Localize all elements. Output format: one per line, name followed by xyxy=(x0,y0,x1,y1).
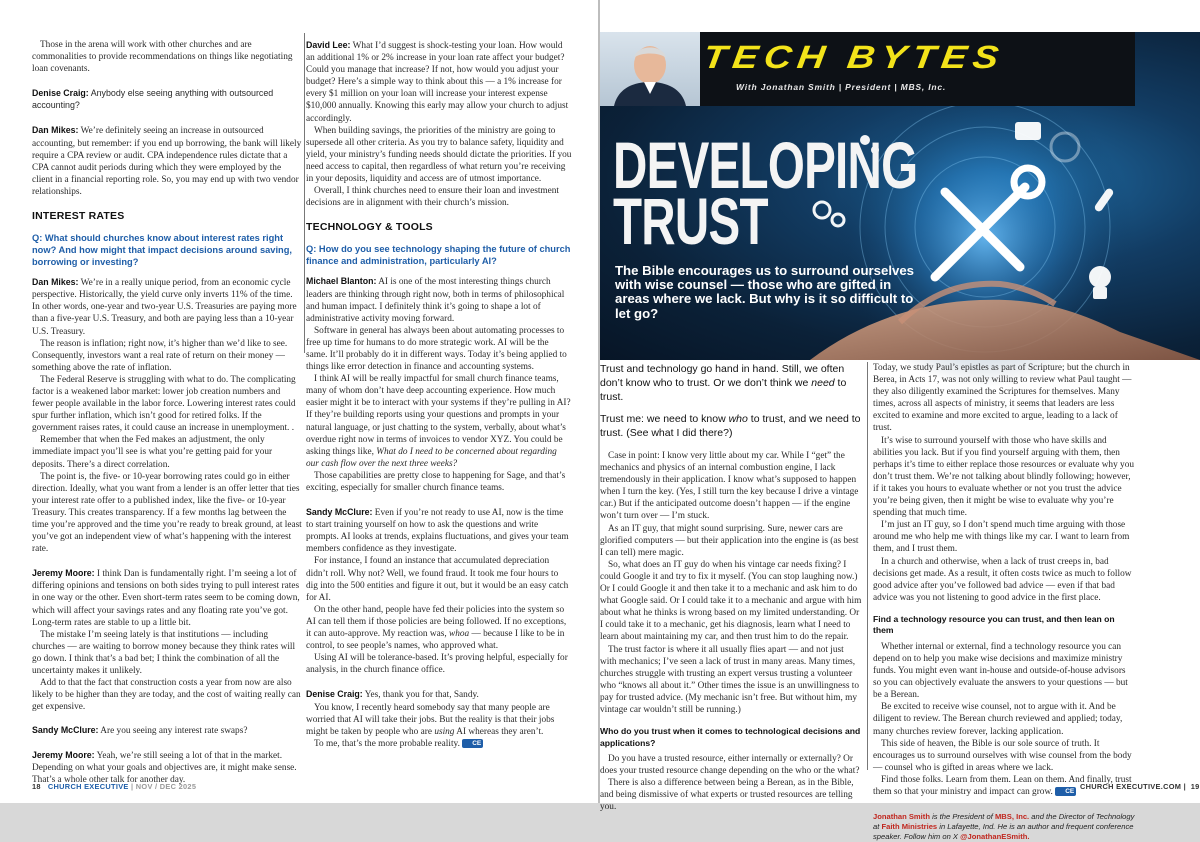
paragraph: Today, we study Paul’s epistles as part of Scripture; but the church in Berea, in Acts 17, was not only willing to review what Paul taught — they also diligently examined the Scriptures for themselves. Many times, across all aspects of ministry, it seems that leaders are less excited to examine and more excited to argue, leading to a lack of trust. xyxy=(873,363,1132,434)
author-photo xyxy=(600,32,700,106)
paragraph-text: What I’d suggest is shock-testing your loan. How would an additional 1% or 2% increase in your loan rate affect your budget? Could you manage that increase? If not, how would you adjust your budget? Here’s a simple way to think about this — a 1% increase for every $1 million on your loan will increase your interest expense $10,000 annually. Knowing this early may allow your church to adjust accordingly. xyxy=(306,41,569,124)
lede-paragraph xyxy=(600,412,862,440)
paragraph: Those capabilities are pretty close to happening for Sage, and that’s exciting, especially for smaller church finance teams. xyxy=(306,470,566,493)
paragraph xyxy=(306,39,572,125)
bio-name: Jonathan Smith xyxy=(873,812,930,822)
paragraph xyxy=(32,124,302,198)
paragraph: Do you have a trusted resource, either internally or externally? Or does your trusted resource change depending on the who or the what? xyxy=(600,754,860,777)
column-divider xyxy=(867,362,868,770)
paragraph-text: Are you seeing any interest rate swaps? xyxy=(98,726,248,737)
paragraph: For instance, I found an instance that accumulated depreciation didn’t roll. Why not? Well, we found fraud. It took me four hours to dig into the 500 entities and figure it out, but it would be an easy catch for AI. xyxy=(306,556,569,603)
right-footer xyxy=(1080,782,1200,791)
left-footer xyxy=(32,782,196,791)
bio-church: Faith Ministries xyxy=(881,822,938,832)
paragraph-text: Yeah, we’re still seeing a lot of that in the market. Depending on what your goals and objectives are, it might make sense. That’s a whole other talk for another day. xyxy=(32,750,297,785)
magazine-brand: CHURCH EXECUTIVE xyxy=(47,782,129,791)
section-heading: TECHNOLOGY & TOOLS xyxy=(306,221,433,234)
headline-line-1: DEVELOPING xyxy=(613,128,918,202)
page-number: 19 xyxy=(1190,782,1200,791)
paragraph-text: On the other hand, people have fed their policies into the system so AI can tell them if those policies are being followed. If no exceptions, it can auto-approve. My reaction was, xyxy=(306,604,567,640)
paragraph-text: Even if you’re not ready to use AI, now is the time to start training yourself on how to ask the questions and write prompts. AI looks at trends, explains fluctuations, and gives your team members confidence as they investigate. xyxy=(306,508,569,555)
paragraph: Those in the arena will work with other churches and are commonalities to provide recommendations on things like negotiating loan covenants. xyxy=(32,40,293,75)
paragraph: Remember that when the Fed makes an adjustment, the only immediate impact you’ll see is what you’re getting paid for your deposits. There’s a direct correlation. xyxy=(32,435,273,470)
lede-text: to trust, and we need to trust. (See what I did there?) xyxy=(600,413,861,439)
paragraph: There is also a difference between being a Berean, as in the Bible, and being dismissive of what experts or trusted resources are telling you. xyxy=(600,778,854,813)
paragraph: In a church and otherwise, when a lack of trust creeps in, bad decisions get made. As a result, it often costs twice as much to follow good advice after you’ve followed bad advice — even if that bad advice was you not listening to good advice in the first place. xyxy=(873,556,1132,603)
end-mark-icon: CE xyxy=(462,739,483,748)
lede-paragraph xyxy=(600,362,862,404)
speaker-name: Sandy McClure: xyxy=(306,507,373,518)
magazine-website[interactable]: CHURCH EXECUTIVE.COM | xyxy=(1080,782,1186,791)
paragraph: The mistake I’m seeing lately is that institutions — including churches — are waiting to borrow money because they think rates will go down. I think that’s a bad bet; I think the combination of all the uncertainty makes it unlikely. xyxy=(32,629,296,677)
paragraph xyxy=(32,724,302,737)
left-column-2 xyxy=(306,39,572,750)
paragraph: Software in general has always been about automating processes to free up time for humans to do more strategic work. AI will be the same. It’ll probably do it in different ways. Today it’s being applied to things like error detection in finance and accounting systems. xyxy=(306,325,567,373)
paragraph-text: We’re in a really unique period, from an economic cycle perspective. Historically, the yield curve only inverts 11% of the time. In other words, one-year and two-year U.S. Treasuries are paying more than a five-year U.S. Treasury, and both are paying less than a 10-year U.S. Treasury. xyxy=(32,278,297,337)
paragraph xyxy=(32,567,302,628)
right-page xyxy=(600,0,1200,842)
speaker-name: Jeremy Moore: xyxy=(32,568,95,579)
speaker-name: Denise Craig: xyxy=(306,689,363,700)
question: Q: What should churches know about interest rates right now? And how might that impact decisions around saving, borrowing or investing? xyxy=(32,233,292,268)
speaker-name: Denise Craig: xyxy=(32,88,89,99)
paragraph: The trust factor is where it all usually flies apart — and not just with mechanics; I’ve seen a lack of trust in many areas. Many times, churches struggle with trusting an expert versus trusting a volunteer who “knows all about it.” Other times the issue is an unwillingness to pay for trusted advice. (My mechanic isn’t free. But without him, my vintage car wouldn’t still be running.) xyxy=(600,644,859,715)
paragraph-text: I think Dan is fundamentally right. I’m seeing a lot of differing opinions and tensions on both sides trying to pull interest rates in one way or the other. Even short-term rates seem to be coming down, which will affect your savings rates and any floating rate you’ve got. Long-term rates are stable to up a little bit. xyxy=(32,569,300,628)
paragraph: I’m just an IT guy, so I don’t spend much time arguing with those around me who help me with things like my car. I want to learn from them, and I trust them. xyxy=(873,520,1130,555)
page-number: 18 xyxy=(32,782,41,791)
right-column-1 xyxy=(600,362,862,814)
bio-text: in Lafayette, Ind. He is an author and frequent conference speaker. Follow him on X xyxy=(873,822,1134,842)
paragraph: As an IT guy, that might sound surprising. Sure, newer cars are glorified computers — but their application into the engine is (as best I can tell) mere magic. xyxy=(600,523,859,558)
issue-date: | NOV / DEC 2025 xyxy=(131,782,197,791)
author-bio xyxy=(873,812,1135,842)
paragraph xyxy=(306,506,572,555)
paragraph-text: Find those folks. Learn from them. Lean on them. And finally, trust them so that your ministry and impact can grow. xyxy=(873,774,1132,797)
column-banner xyxy=(600,32,1135,106)
paragraph: Using AI will be tolerance-based. It’s proving helpful, especially for analysis, in the church finance office. xyxy=(306,653,568,676)
paragraph-text: I think AI will be really impactful for small church finance teams, many of whom don’t have deep accounting experience. How much easier might it be to interact with your systems if they’re pulling in AI? If they’re building reports using your questions and prompts in your natural language, or just chatting to the system, verbally, about what’s overdue right now in terms of invoices to vendor XYZ. You could be asking things like, xyxy=(306,374,571,457)
end-mark-icon: CE xyxy=(1055,787,1076,796)
speaker-name: David Lee: xyxy=(306,40,351,50)
bio-text: is the President of xyxy=(929,812,995,822)
paragraph: Case in point: I know very little about my car. While I “get” the mechanics and physics of an internal combustion engine, I lack tremendously in their application. I know what’s supposed to happen when I turn the key. (Yes, I still turn the key because I drive a vintage car.) But if the anticipated outcome doesn’t happen — if the engine won’t turn over — I’m stuck. xyxy=(600,451,859,522)
lede-text: to trust. xyxy=(600,377,847,403)
paragraph-text: We’re definitely seeing an increase in outsourced accounting, but remember: if you end up borrowing, the bank will likely require a CPA review or audit. CPA independence rules dictate that a CPA cannot audit periods during which they were employed by the client in a financial reporting role. So, you may end up with two vendor relationships. xyxy=(32,126,302,197)
paragraph xyxy=(306,702,572,738)
subheading: Find a technology resource you can trust, and then lean on them xyxy=(873,613,1115,636)
speaker-name: Jeremy Moore: xyxy=(32,749,95,760)
bio-handle[interactable]: @JonathanESmith. xyxy=(960,832,1030,842)
paragraph: The reason is inflation; right now, it’s higher than we’d like to see. Consequently, investors want a real rate of return on their money — something above the rate of inflation. xyxy=(32,338,288,373)
paragraph: When building savings, the priorities of the ministry are going to supersede all other criteria. As you try to balance safety, liquidity and yield, your ministry’s funding needs should dictate the priorities. If you need access to capital, then regardless of what return you’re receiving in your deposits, liquidity and access are of utmost importance. xyxy=(306,125,572,185)
emphasis-text: who xyxy=(728,413,748,425)
deck: The Bible encourages us to surround ourselves with wise counsel — those who are gifted in areas where we lack. But why is it so difficult to let go? xyxy=(615,263,914,321)
paragraph: It’s wise to surround yourself with those who have skills and abilities you lack. But if you find yourself arguing with them, then perhaps it’s time to either replace those resources or evaluate why you don’t trust them. We’re not talking about blindly following; however, if it takes you hours to evaluate whether or not you trust the advice you’re being given, then it might be wise to evaluate why you’re spending that much time. xyxy=(873,435,1134,519)
paragraph: Overall, I think churches need to ensure their loan and investment decisions are in alignment with their church’s mission. xyxy=(306,186,559,209)
paragraph: This side of heaven, the Bible is our sole source of truth. It encourages us to surround ourselves with wise counsel from the body — counsel who is gifted in areas where we lack. xyxy=(873,738,1132,773)
emphasis-text: What do I need to be concerned about regarding our cash flow over the next three weeks? xyxy=(306,446,557,469)
subheading: Who do you trust when it comes to technological decisions and applications? xyxy=(600,726,861,748)
section-heading: INTEREST RATES xyxy=(32,210,125,223)
paragraph: The Federal Reserve is struggling with what to do. The complicating factor is a weakened labor market: lower job creation numbers and fewer people available in the labor force. Lowering interest rates could spur further inflation, which isn’t good for retired folks. If the government raises rates, it could cause an increase in unemployment. . xyxy=(32,374,296,434)
paragraph: So, what does an IT guy do when his vintage car needs fixing? I could Google it and try to fix it myself. (You can stop laughing now.) Or I could Google it and then take it to a mechanic and ask him to do what Google said. Or I could take it to a mechanic and argue with him about what he thinks is wrong based on my limited understanding. Or I could take it to a mechanic, get his diagnosis, learn what I need to learn about maintaining my car, and then trust him to do the repair. xyxy=(600,559,862,643)
lede-text: Trust me: we need to know xyxy=(600,413,729,425)
paragraph xyxy=(306,604,572,652)
paragraph: The point is, the five- or 10-year borrowing rates could go in either direction. Ideally, what you want from a lender is an offer letter that ties your interest rate offer to a published index, like the five- or 10-year Treasury. This creates transparency. If a few months lag between the time you’re approved and the time you’re ready to break ground, at least you’ve got an independent view of what’s happening with the interest rate. xyxy=(32,471,302,555)
emphasis-text: whoa xyxy=(449,629,470,640)
left-column-1 xyxy=(32,39,302,786)
paragraph: Whether internal or external, find a technology resource you can depend on to help you make wise decisions and maximize ministry funds. You might even want in-house and outside-of-house advisors so you can objectively evaluate the answers to your questions — but be a Berean. xyxy=(873,641,1128,701)
lede-text: Trust and technology go hand in hand. Still, we often don’t know who to trust. Or we don’t think we xyxy=(600,363,845,389)
paragraph xyxy=(306,688,572,701)
headline-line-2: TRUST xyxy=(613,184,768,258)
paragraph xyxy=(32,276,302,337)
paragraph-text: To me, that’s the more probable reality. xyxy=(314,738,460,749)
paragraph xyxy=(306,738,572,750)
paragraph-text: You know, I recently heard somebody say that many people are worried that AI will take their jobs. But the reality is that their jobs might be taken by people who are xyxy=(306,702,555,737)
column-byline: With Jonathan Smith | President | MBS, Inc. xyxy=(736,82,947,92)
bio-company: MBS, Inc. xyxy=(994,812,1030,822)
column-title: TECH BYTES xyxy=(700,40,1007,76)
paragraph-text: AI is one of the most interesting things church leaders are thinking through right now, both in terms of philosophical and human impact. I definitely think it’s going to shape a lot of administrative activity moving forward. xyxy=(306,277,565,324)
speaker-name: Dan Mikes: xyxy=(32,277,79,288)
paragraph: Be excited to receive wise counsel, not to argue with it. And be diligent to review. The Berean church reviewed and applied; today, many churches review forever, lacking application. xyxy=(873,702,1123,737)
hero-image xyxy=(600,32,1200,360)
bio-text: and the Director of Technology at xyxy=(873,812,1135,832)
paragraph: Add to that the fact that construction costs a year from now are also likely to be higher than they are today, and the cost of waiting really can get expensive. xyxy=(32,678,301,713)
paragraph-text: AI whereas they aren’t. xyxy=(454,726,544,737)
speaker-name: Michael Blanton: xyxy=(306,276,377,287)
paragraph xyxy=(306,373,572,470)
paragraph-text: — because I like to be in control, to see people’s names, who approved what. xyxy=(306,629,565,652)
paragraph xyxy=(32,87,302,111)
paragraph xyxy=(32,749,302,786)
speaker-name: Sandy McClure: xyxy=(32,725,99,736)
emphasis-text: using xyxy=(434,726,455,737)
paragraph xyxy=(306,275,572,324)
question: Q: How do you see technology shaping the future of church finance and administration, particularly AI? xyxy=(306,244,571,267)
column-divider xyxy=(304,33,305,353)
paragraph-text: Yes, thank you for that, Sandy. xyxy=(362,690,479,701)
emphasis-text: need xyxy=(811,377,835,389)
right-column-2 xyxy=(873,362,1135,842)
left-page xyxy=(0,0,598,803)
speaker-name: Dan Mikes: xyxy=(32,125,79,136)
paragraph-text: Anybody else seeing anything with outsourced accounting? xyxy=(32,88,274,111)
